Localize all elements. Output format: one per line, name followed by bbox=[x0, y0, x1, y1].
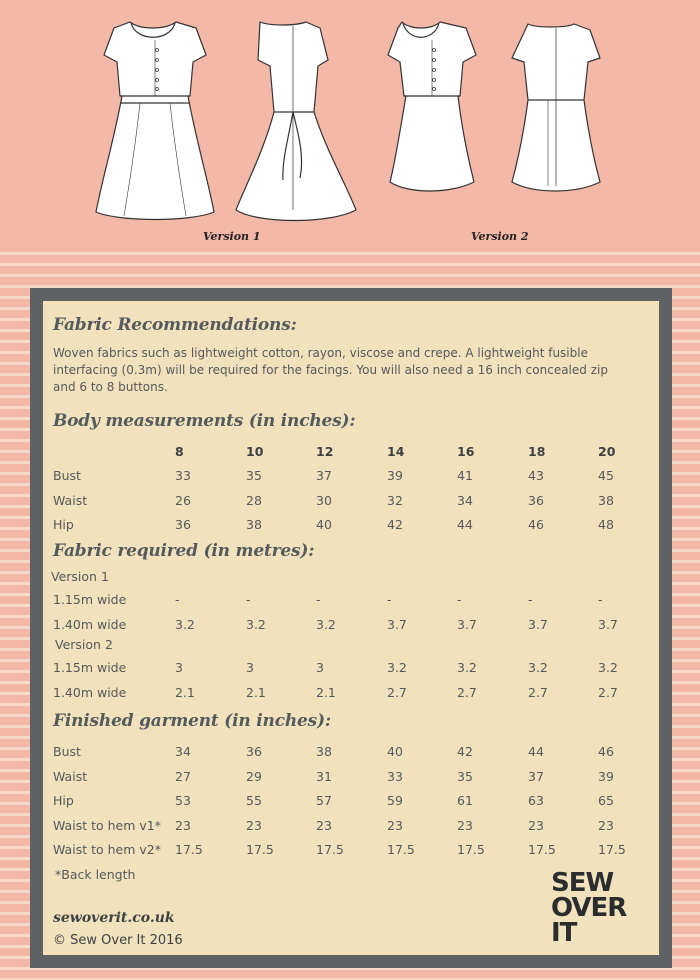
table-cell: 17.5 bbox=[598, 842, 626, 857]
table-cell: 59 bbox=[387, 793, 403, 808]
table-cell: 35 bbox=[457, 768, 473, 784]
table-cell: 3 bbox=[175, 660, 183, 675]
row-label: 1.15m wide bbox=[53, 660, 127, 675]
table-cell: 38 bbox=[598, 492, 614, 508]
table-cell: 34 bbox=[457, 492, 473, 508]
fabric-v2-label: Version 2 bbox=[55, 637, 113, 652]
table-cell: 36 bbox=[528, 492, 544, 508]
table-cell: 3.2 bbox=[175, 616, 195, 632]
row-label: 1.40m wide bbox=[53, 616, 127, 632]
table-cell: 53 bbox=[175, 793, 191, 808]
table-cell: 38 bbox=[246, 517, 262, 532]
logo-line: IT bbox=[551, 918, 577, 948]
table-cell: 33 bbox=[387, 768, 403, 784]
table-row bbox=[43, 818, 659, 838]
table-cell: - bbox=[457, 592, 462, 607]
table-cell: 23 bbox=[246, 817, 262, 833]
dress-illustrations bbox=[0, 0, 700, 250]
table-cell: 2.1 bbox=[246, 684, 266, 700]
table-cell: 29 bbox=[246, 768, 262, 784]
table-cell: 23 bbox=[598, 817, 614, 833]
table-cell: - bbox=[246, 592, 251, 607]
table-cell: 3.7 bbox=[528, 616, 548, 632]
version1-label: Version 1 bbox=[203, 230, 261, 243]
table-cell: 3.2 bbox=[316, 616, 336, 632]
table-cell: 38 bbox=[316, 744, 332, 759]
table-cell: 3.7 bbox=[457, 616, 477, 632]
table-cell: 2.1 bbox=[316, 684, 336, 700]
table-cell: 55 bbox=[246, 793, 262, 808]
table-row bbox=[43, 617, 659, 637]
table-cell: 3.2 bbox=[528, 660, 548, 675]
table-cell: 32 bbox=[387, 492, 403, 508]
row-label: Bust bbox=[53, 744, 81, 759]
table-cell: 65 bbox=[598, 793, 614, 808]
row-label: Waist to hem v1* bbox=[53, 817, 161, 833]
table-cell: 3.2 bbox=[598, 660, 618, 675]
dress-v2-back-illustration bbox=[512, 24, 600, 191]
table-cell: 42 bbox=[387, 517, 403, 532]
table-cell: 45 bbox=[598, 468, 614, 483]
table-cell: 57 bbox=[316, 793, 332, 808]
dress-v1-front-illustration bbox=[96, 22, 214, 220]
table-cell: 26 bbox=[175, 492, 191, 508]
table-row bbox=[43, 793, 659, 813]
table-row bbox=[43, 468, 659, 488]
row-label: 1.15m wide bbox=[53, 592, 127, 607]
table-cell: 3.7 bbox=[598, 616, 618, 632]
table-cell: 23 bbox=[528, 817, 544, 833]
table-cell: 2.7 bbox=[528, 684, 548, 700]
table-cell: 39 bbox=[598, 768, 614, 784]
sew-over-it-logo bbox=[551, 868, 651, 948]
table-cell: 31 bbox=[316, 768, 332, 784]
table-cell: - bbox=[598, 592, 603, 607]
table-cell: 23 bbox=[387, 817, 403, 833]
fabric-required-heading: Fabric required (in metres): bbox=[53, 541, 315, 561]
size-col: 20 bbox=[598, 444, 616, 459]
table-cell: 40 bbox=[387, 744, 403, 759]
table-row bbox=[43, 744, 659, 764]
table-cell: 2.7 bbox=[387, 684, 407, 700]
table-cell: 28 bbox=[246, 492, 262, 508]
table-cell: 17.5 bbox=[175, 842, 203, 857]
table-cell: 2.1 bbox=[175, 684, 195, 700]
size-col: 16 bbox=[457, 444, 475, 459]
table-cell: 17.5 bbox=[457, 842, 485, 857]
table-cell: 23 bbox=[457, 817, 473, 833]
table-cell: 17.5 bbox=[528, 842, 556, 857]
table-cell: 27 bbox=[175, 768, 191, 784]
table-cell: - bbox=[387, 592, 392, 607]
row-label: Hip bbox=[53, 793, 74, 808]
table-cell: 44 bbox=[528, 744, 544, 759]
table-cell: 42 bbox=[457, 744, 473, 759]
table-cell: 3 bbox=[246, 660, 254, 675]
table-cell: 17.5 bbox=[316, 842, 344, 857]
table-cell: 3 bbox=[316, 660, 324, 675]
finished-garment-heading: Finished garment (in inches): bbox=[53, 711, 331, 731]
table-cell: 34 bbox=[175, 744, 191, 759]
table-row bbox=[43, 592, 659, 612]
table-cell: 41 bbox=[457, 468, 473, 483]
table-cell: 61 bbox=[457, 793, 473, 808]
table-cell: 17.5 bbox=[246, 842, 274, 857]
dress-v2-front-illustration bbox=[388, 22, 476, 191]
table-cell: 35 bbox=[246, 468, 262, 483]
table-cell: 17.5 bbox=[387, 842, 415, 857]
size-header-row bbox=[43, 444, 659, 464]
table-row bbox=[43, 842, 659, 862]
table-cell: 23 bbox=[175, 817, 191, 833]
table-row bbox=[43, 660, 659, 680]
fabric-recommendations-text: Woven fabrics such as lightweight cotton, rayon, viscose and crepe. A lightweight fusible interfacing (0.3m) will be required for the facings. You will also need a 16 inch concealed zip and 6 to 8 buttons. bbox=[53, 346, 608, 394]
size-col: 14 bbox=[387, 444, 405, 459]
table-row bbox=[43, 769, 659, 789]
table-cell: - bbox=[175, 592, 180, 607]
table-cell: 3.7 bbox=[387, 616, 407, 632]
table-cell: 2.7 bbox=[598, 684, 618, 700]
table-cell: 3.2 bbox=[246, 616, 266, 632]
size-col: 8 bbox=[175, 444, 184, 459]
fabric-recommendations-heading: Fabric Recommendations: bbox=[53, 315, 297, 335]
table-cell: 33 bbox=[175, 468, 191, 483]
table-cell: 3.2 bbox=[387, 660, 407, 675]
table-cell: - bbox=[316, 592, 321, 607]
table-cell: 36 bbox=[175, 517, 191, 532]
row-label: Bust bbox=[53, 468, 81, 483]
table-cell: 3.2 bbox=[457, 660, 477, 675]
back-length-note: *Back length bbox=[55, 867, 136, 882]
table-cell: 63 bbox=[528, 793, 544, 808]
table-cell: 36 bbox=[246, 744, 262, 759]
table-row bbox=[43, 685, 659, 705]
table-row bbox=[43, 517, 659, 537]
table-cell: 37 bbox=[316, 468, 332, 483]
row-label: Waist bbox=[53, 492, 88, 508]
website-url[interactable]: sewoverit.co.uk bbox=[53, 910, 175, 926]
size-col: 12 bbox=[316, 444, 334, 459]
table-cell: 37 bbox=[528, 768, 544, 784]
body-measurements-heading: Body measurements (in inches): bbox=[53, 411, 356, 431]
dress-v1-back-illustration bbox=[236, 22, 356, 221]
table-cell: 46 bbox=[528, 517, 544, 532]
logo-line: OVER bbox=[551, 893, 627, 923]
size-col: 10 bbox=[246, 444, 264, 459]
table-cell: 46 bbox=[598, 744, 614, 759]
fabric-v1-label: Version 1 bbox=[51, 569, 109, 584]
row-label: 1.40m wide bbox=[53, 684, 127, 700]
version2-label: Version 2 bbox=[471, 230, 529, 243]
table-cell: 23 bbox=[316, 817, 332, 833]
info-card bbox=[30, 288, 672, 968]
table-cell: 30 bbox=[316, 492, 332, 508]
table-cell: 39 bbox=[387, 468, 403, 483]
table-cell: - bbox=[528, 592, 533, 607]
copyright-text: © Sew Over It 2016 bbox=[53, 933, 183, 948]
table-cell: 44 bbox=[457, 517, 473, 532]
row-label: Waist to hem v2* bbox=[53, 842, 161, 857]
table-cell: 2.7 bbox=[457, 684, 477, 700]
table-cell: 43 bbox=[528, 468, 544, 483]
table-row bbox=[43, 493, 659, 513]
row-label: Hip bbox=[53, 517, 74, 532]
logo-line: SEW bbox=[551, 868, 614, 898]
table-cell: 40 bbox=[316, 517, 332, 532]
table-cell: 48 bbox=[598, 517, 614, 532]
size-col: 18 bbox=[528, 444, 546, 459]
row-label: Waist bbox=[53, 768, 88, 784]
